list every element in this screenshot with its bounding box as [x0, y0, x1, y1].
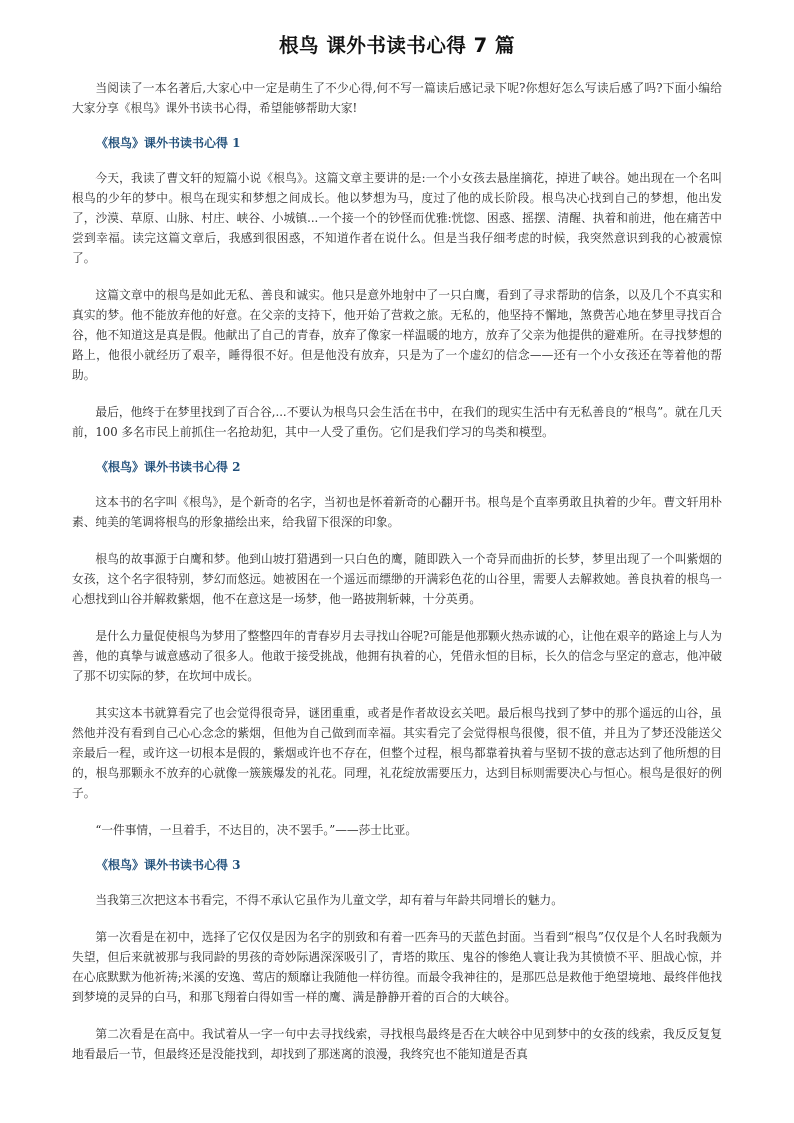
- section-3-paragraph: 第二次看是在高中。我试着从一字一句中去寻找线索，寻找根鸟最终是否在大峡谷中见到梦中的女孩的线索，我反反复复地看最后一节，但最终还是没能找到，却找到了那迷离的浪漫，我终究也不能知道是否真: [72, 1027, 722, 1061]
- section-3-heading: 《根鸟》课外书读书心得 3: [96, 858, 241, 872]
- intro-paragraph: 当阅读了一本名著后,大家心中一定是萌生了不少心得,何不写一篇读后感记录下呢?你想好怎么写读后感了吗?下面小编给大家分享《根鸟》课外书读书心得，希望能够帮助大家!: [72, 81, 722, 115]
- document-title: 根鸟 课外书读书心得 7 篇: [279, 34, 515, 57]
- section-1-paragraph: 最后，他终于在梦里找到了百合谷,...不要认为根鸟只会生活在书中，在我们的现实生活中有无私善良的“根鸟”。就在几天前，100 多名市民上前抓住一名抢劫犯，其中一人受了重伤。它们是我们学习的鸟类和模型。: [72, 405, 722, 439]
- section-2-heading: 《根鸟》课外书读书心得 2: [96, 460, 241, 474]
- section-2-paragraph: 这本书的名字叫《根鸟》，是个新奇的名字，当初也是怀着新奇的心翻开书。根鸟是个直率勇敢且执着的少年。曹文轩用朴素、纯美的笔调将根鸟的形象描绘出来，给我留下很深的印象。: [72, 495, 722, 529]
- section-2-paragraph: 是什么力量促使根鸟为梦用了整整四年的青春岁月去寻找山谷呢?可能是他那颗火热赤诚的心，让他在艰辛的路途上与人为善，他的真挚与诚意感动了很多人。他敢于接受挑战，他拥有执着的心，凭借永恒的目标，长久的信念与坚定的意志，他冲破了那不切实际的梦，在坎坷中成长。: [72, 629, 722, 683]
- section-3-paragraph: 当我第三次把这本书看完，不得不承认它虽作为儿童文学，却有着与年龄共同增长的魅力。: [95, 893, 563, 907]
- section-1-paragraph: 今天，我读了曹文轩的短篇小说《根鸟》。这篇文章主要讲的是:一个小女孩去悬崖摘花，掉进了峡谷。她出现在一个名叫根鸟的少年的梦中。根鸟在现实和梦想之间成长。他以梦想为马，度过了他的成长阶段。根鸟决心找到自己的梦想，他出发了，沙漠、草原、山脉、村庄、峡谷、小城镇...一个接一个的钞怪而优雅:恍惚、困惑、摇摆、清醒、执着和前进，他在痛苦中尝到幸福。读完这篇文章后，我感到很困惑，不知道作者在说什么。但是当我仔细考虑的时候，我突然意识到我的心被震惊了。: [72, 171, 722, 265]
- section-2-paragraph: 其实这本书就算看完了也会觉得很奇异，谜团重重，或者是作者故设玄关吧。最后根鸟找到了梦中的那个遥远的山谷，虽然他并没有看到自己心心念念的紫烟，但他为自己做到而幸福。其实看完了会觉得根鸟很傻，很不值，并且为了梦还没能送父亲最后一程，或许这一切根本是假的，紫烟或许也不存在，但整个过程，根鸟都靠着执着与坚韧不拔的意志达到了他所想的目的，根鸟那颗永不放弃的心就像一簇簇爆发的礼花。同理，礼花绽放需要压力，达到目标则需要决心与恒心。根鸟是很好的例子。: [72, 706, 722, 800]
- document-page: [72, 30, 722, 1064]
- section-2-quote: “一件事情，一旦着手，不达目的，决不罢手。”——莎士比亚。: [95, 823, 418, 837]
- section-1-heading: 《根鸟》课外书读书心得 1: [96, 136, 241, 150]
- section-1-paragraph: 这篇文章中的根鸟是如此无私、善良和诚实。他只是意外地射中了一只白鹰，看到了寻求帮助的信条，以及几个不真实和真实的梦。他不能放弃他的好意。在父亲的支持下，他开始了营救之旅。无私的，他坚持不懈地，煞费苦心地在梦里寻找百合谷，他不知道这是真是假。他献出了自己的青春，放弃了像家一样温暖的地方，放弃了父亲为他提供的避难所。在寻找梦想的路上，他很小就经历了艰辛，睡得很不好。但是他没有放弃，只是为了一个虚幻的信念——还有一个小女孩还在等着他的帮助。: [72, 288, 722, 382]
- section-2-paragraph: 根鸟的故事源于白鹰和梦。他到山坡打猎遇到一只白色的鹰，随即跌入一个奇异而曲折的长梦，梦里出现了一个叫紫烟的女孩，这个名字很特别，梦幻而悠远。她被困在一个遥远而缥缈的开满彩色花的山谷里，需要人去解救她。善良执着的根鸟一心想找到山谷并解救紫烟，他不在意这是一场梦，他一路披荆斩棘，十分英勇。: [72, 552, 722, 606]
- section-3-paragraph: 第一次看是在初中，选择了它仅仅是因为名字的别致和有着一匹奔马的天蓝色封面。当看到“根鸟”仅仅是个人名时我颇为失望，但后来就被那与我同龄的男孩的奇妙际遇深深吸引了，青塔的欺压、鬼谷的惨绝人寰让我为其愤愤不平、胆战心惊，并在心底默默为他祈祷;米溪的安逸、莺店的颓靡让我随他一样彷徨。而最令我神往的，是那匹总是救他于绝望境地、最终伴他找到梦境的灵异的白马，和那飞翔着白得如雪一样的鹰、满是静静开着的百合的大峡谷。: [72, 930, 722, 1004]
